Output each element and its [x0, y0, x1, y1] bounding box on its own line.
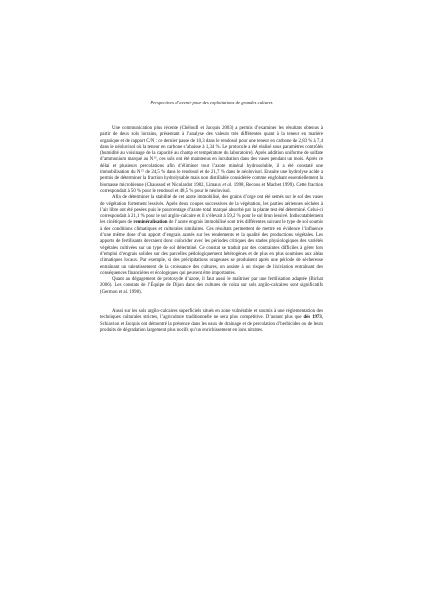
p4-bold: dès 1973	[303, 315, 322, 321]
paragraph-4	[100, 309, 323, 334]
p3-text: Quant au dégagement de protoxyde d’azote, il faut aussi le maîtriser par une fertilisation adaptée (Bichat 2006). Les constats de l’Équipe de Dijon dans des cultures de colza sur sols argilo-calcaires sont significatifs (Germon et al. 1998).	[100, 277, 323, 295]
p2-text-a: Afin de déterminer la stabilité de cet azote immobilisé, des grains d’orge ont été semés sur le sol des vases de végétation fortement lessivés. Après deux coupes successives de la végétation, les parties aériennes séchées à l’air libre ont été pesées puis le pourcentage d’azote total marqué absorbé par la plante test été déterminé. Celui-ci correspondait à 21,1 % pour le sol argilo-calcaire et il s’élevait à 59,2 % pour le sol brun lessivé. Indiscutablement les cinétiques de	[100, 195, 323, 226]
p2-text-b: de l’azote engrais immobilisé sont très différentes suivant le type de sol soumis à des conditions climatiques et culturales similaires. Ces résultats permettent de mettre en évidence l’influence d’une même dose d’un apport d’engrais azotés sur les rendements et la qualité des productions végétales. Les apports de fertilisants devraient donc coïncider avec les périodes critiques des stades physiologiques des variétés végétales cultivées sur un type de sol déterminé. Ce constat se traduit par des contraintes difficiles à gérer lors d’emploi d’engrais solides sur des parcelles pédologiquement hétérogènes et de plus en plus soumises aux aléas climatiques locaux. Par exemple, si des précipitations orageuses se produisent après une période de sécheresse entraînant un ralentissement de la croissance des cultures, on assiste à un risque de lixiviation entraînant des conséquences financières et écologiques qui peuvent être importantes.	[100, 220, 324, 276]
p1-text-a: Une communication plus récente (Chéloufi et Jacquis 2003) a permis d’examiner les résultats obtenus à partir de deux sols lorrains, présentant à l’analyse des valeurs très différentes quant à la teneur en matière organique et de rapport C/N : ce dernier passe de 10,3 dans le rendosol pour une teneur en carbone de 2,83 % à 7,4 dans le néoluvisol où la teneur en carbone s’abaisse à 1,34 %. Le protocole a été réalisé sous paramètres contrôlés (humidité au voisinage de la capacité au champ et température du laboratoire). Après addition uniforme de sulfate d’ammonium marqué au N	[100, 126, 323, 163]
paragraph-gap	[100, 296, 323, 309]
paragraph-1	[100, 126, 323, 195]
p4-text-b: , Schiavion et Jacquis ont démontré la présence dans les eaux de drainage et de percolation d’herbicides ou de leurs produits de dégradation largement plus nocifs qu’un enrichissement en ions nitrates.	[100, 315, 323, 333]
p2-bold: reminéralisation	[133, 220, 168, 226]
running-header: Perspectives d’avenir pour des exploitations de grandes cultures	[150, 100, 273, 105]
p1-sup-a: 15	[153, 155, 157, 160]
p4-text-a: Aussi sur les sols argilo-calcaires superficiels situés en zone vulnérable et soumis à une réglementation des techniques culturales strictes, l’agriculture traditionnelle ne sera plus compétitive. D’autant plus que	[100, 309, 323, 321]
p1-text-c: de 24,5 % dans le rendosol et de 21,7 % dans le néoluvisol. Ensuite une hydrolyse acide a permis de déterminer la fraction hydrolysable mais non distillable considérée comme englobant essentiellement la biomasse microbienne (Chaussod et Nicolardot 1982, Limaux	[100, 170, 323, 188]
p1-etal: et al.	[222, 182, 233, 188]
p1-text-d: 1998, Recous et Machet 1999). Cette fraction correspondait à 50 % pour le rendosol et 48,5 % pour le néoluvisol.	[100, 182, 323, 194]
p1-text-b: , ces sols ont été maintenus en incubation dans des vases pendant un mois. Après ce délai et plusieurs percolations afin d’éliminer tout l’azote minéral hydrosoluble, il a été constaté une immobilisation du N	[100, 157, 323, 176]
p1-sup-b: 15	[140, 168, 144, 173]
paragraph-2	[100, 195, 323, 277]
paragraph-3	[100, 277, 323, 296]
body-text	[100, 126, 323, 334]
